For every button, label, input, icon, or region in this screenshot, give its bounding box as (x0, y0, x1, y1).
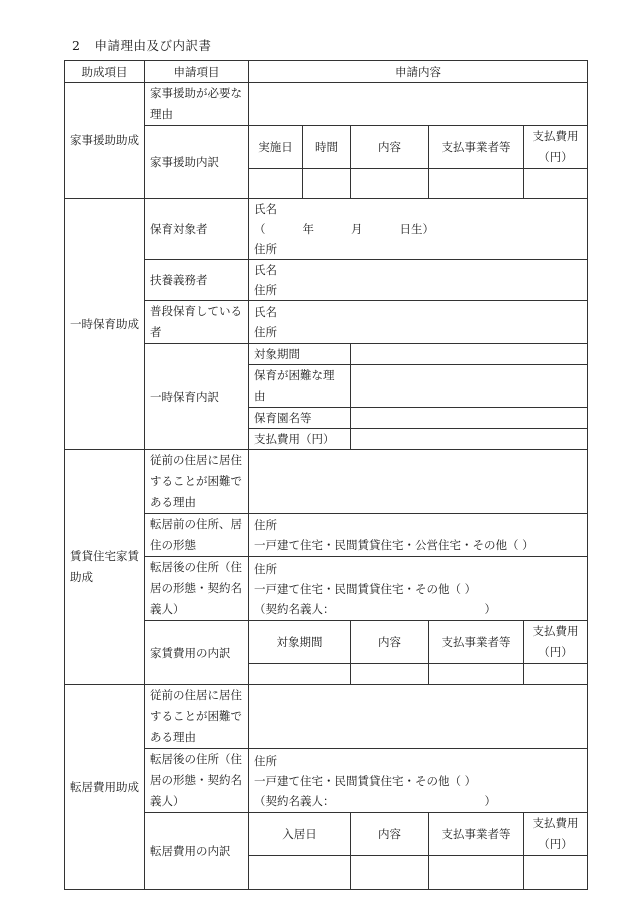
ichiji-target-field[interactable] (249, 199, 588, 260)
ichiji-usual-field[interactable] (249, 301, 588, 344)
kaji-cost-field[interactable] (524, 169, 588, 199)
section-chintai: 賃貸住宅家賃助成 (65, 450, 145, 685)
birth-day: 日生） (399, 222, 434, 236)
tenkyo-date-field[interactable] (249, 856, 351, 890)
tenkyo-col-content: 内容 (351, 813, 429, 856)
ichiji-usual-label: 普段保育している者 (145, 301, 249, 344)
chintai-col-period: 対象期間 (249, 621, 351, 664)
header-row (65, 61, 588, 83)
chintai-after-contract: （契約名義人： (254, 601, 335, 616)
kaji-reason-label: 家事援助が必要な理由 (145, 83, 249, 126)
chintai-after-close: ） (464, 581, 477, 596)
kaji-col-cost: 支払費用（円） (524, 126, 588, 169)
chintai-rent-label: 家賃費用の内訳 (145, 621, 249, 685)
ichiji-target-address: 住所 (254, 242, 277, 256)
ichiji-cost-field[interactable] (351, 429, 588, 450)
tenkyo-reason-field[interactable] (249, 685, 588, 749)
section-kaji: 家事援助助成 (65, 83, 145, 199)
section-tenkyo: 転居費用助成 (65, 685, 145, 890)
ichiji-reason-label: 保育が困難な理由 (249, 365, 351, 408)
tenkyo-cost-field[interactable] (524, 856, 588, 890)
header-application-content: 申請内容 (249, 61, 588, 83)
header-application-item: 申請項目 (145, 61, 249, 83)
ichiji-nursery-field[interactable] (351, 408, 588, 429)
chintai-col-provider: 支払事業者等 (429, 621, 524, 664)
ichiji-target-name: 氏名 (254, 202, 277, 216)
chintai-provider-field[interactable] (429, 664, 524, 685)
tenkyo-cost-label: 転居費用の内訳 (145, 813, 249, 890)
header-subsidy-item: 助成項目 (65, 61, 145, 83)
chintai-before-types: 一戸建て住宅・民間賃貸住宅・公営住宅・その他（ (254, 538, 519, 552)
tenkyo-after-address: 住所 (254, 753, 277, 768)
kaji-provider-field[interactable] (429, 169, 524, 199)
tenkyo-col-provider: 支払事業者等 (429, 813, 524, 856)
tenkyo-after-label: 転居後の住所（住居の形態・契約名義人） (145, 749, 249, 813)
birth-open-paren: （ (254, 222, 266, 236)
chintai-before-label: 転居前の住所、居住の形態 (145, 514, 249, 557)
ichiji-detail-label: 一時保育内訳 (145, 344, 249, 450)
chintai-contract-close: ） (484, 601, 496, 616)
section-heading (72, 36, 225, 54)
tenkyo-after-contract: （契約名義人： (254, 793, 335, 808)
chintai-after-field[interactable] (249, 557, 588, 621)
ichiji-reason-field[interactable] (351, 365, 588, 408)
kaji-time-field[interactable] (303, 169, 351, 199)
chintai-after-label: 転居後の住所（住居の形態・契約名義人） (145, 557, 249, 621)
chintai-after-address: 住所 (254, 561, 277, 576)
chintai-reason-field[interactable] (249, 450, 588, 514)
ichiji-target-label: 保育対象者 (145, 199, 249, 260)
kaji-reason-field[interactable] (249, 83, 588, 126)
birth-month: 月 (351, 222, 363, 236)
tenkyo-contract-close: ） (484, 793, 496, 808)
application-table (64, 60, 588, 890)
ichiji-cost-label: 支払費用（円） (249, 429, 351, 450)
ichiji-usual-address: 住所 (254, 325, 277, 339)
chintai-after-types: 一戸建て住宅・民間賃貸住宅・その他（ (254, 581, 461, 596)
ichiji-period-label: 対象期間 (249, 344, 351, 365)
tenkyo-after-field[interactable] (249, 749, 588, 813)
chintai-before-field[interactable] (249, 514, 588, 557)
kaji-content-field[interactable] (351, 169, 429, 199)
tenkyo-content-field[interactable] (351, 856, 429, 890)
ichiji-guardian-name: 氏名 (254, 263, 277, 277)
ichiji-usual-name: 氏名 (254, 305, 277, 319)
kaji-col-provider: 支払事業者等 (429, 126, 524, 169)
tenkyo-col-date: 入居日 (249, 813, 351, 856)
kaji-col-date: 実施日 (249, 126, 303, 169)
chintai-before-close: ） (522, 538, 534, 552)
chintai-reason-label: 従前の住居に居住することが困難である理由 (145, 450, 249, 514)
chintai-cost-field[interactable] (524, 664, 588, 685)
ichiji-guardian-label: 扶養義務者 (145, 260, 249, 301)
kaji-col-content: 内容 (351, 126, 429, 169)
chintai-before-address: 住所 (254, 518, 277, 532)
section-ichiji: 一時保育助成 (65, 199, 145, 450)
tenkyo-col-cost: 支払費用（円） (524, 813, 588, 856)
tenkyo-after-types: 一戸建て住宅・民間賃貸住宅・その他（ (254, 773, 461, 788)
heading-number: 2 (72, 38, 81, 53)
tenkyo-reason-label: 従前の住居に居住することが困難である理由 (145, 685, 249, 749)
heading-title: 申請理由及び内訳書 (94, 38, 212, 53)
kaji-col-time: 時間 (303, 126, 351, 169)
chintai-period-field[interactable] (249, 664, 351, 685)
tenkyo-after-close: ） (464, 773, 477, 788)
chintai-content-field[interactable] (351, 664, 429, 685)
kaji-detail-label: 家事援助内訳 (145, 126, 249, 199)
ichiji-period-field[interactable] (351, 344, 588, 365)
kaji-date-field[interactable] (249, 169, 303, 199)
ichiji-nursery-label: 保育園名等 (249, 408, 351, 429)
chintai-col-cost: 支払費用（円） (524, 621, 588, 664)
chintai-col-content: 内容 (351, 621, 429, 664)
tenkyo-provider-field[interactable] (429, 856, 524, 890)
ichiji-guardian-field[interactable] (249, 260, 588, 301)
ichiji-guardian-address: 住所 (254, 283, 277, 297)
birth-year: 年 (302, 222, 314, 236)
